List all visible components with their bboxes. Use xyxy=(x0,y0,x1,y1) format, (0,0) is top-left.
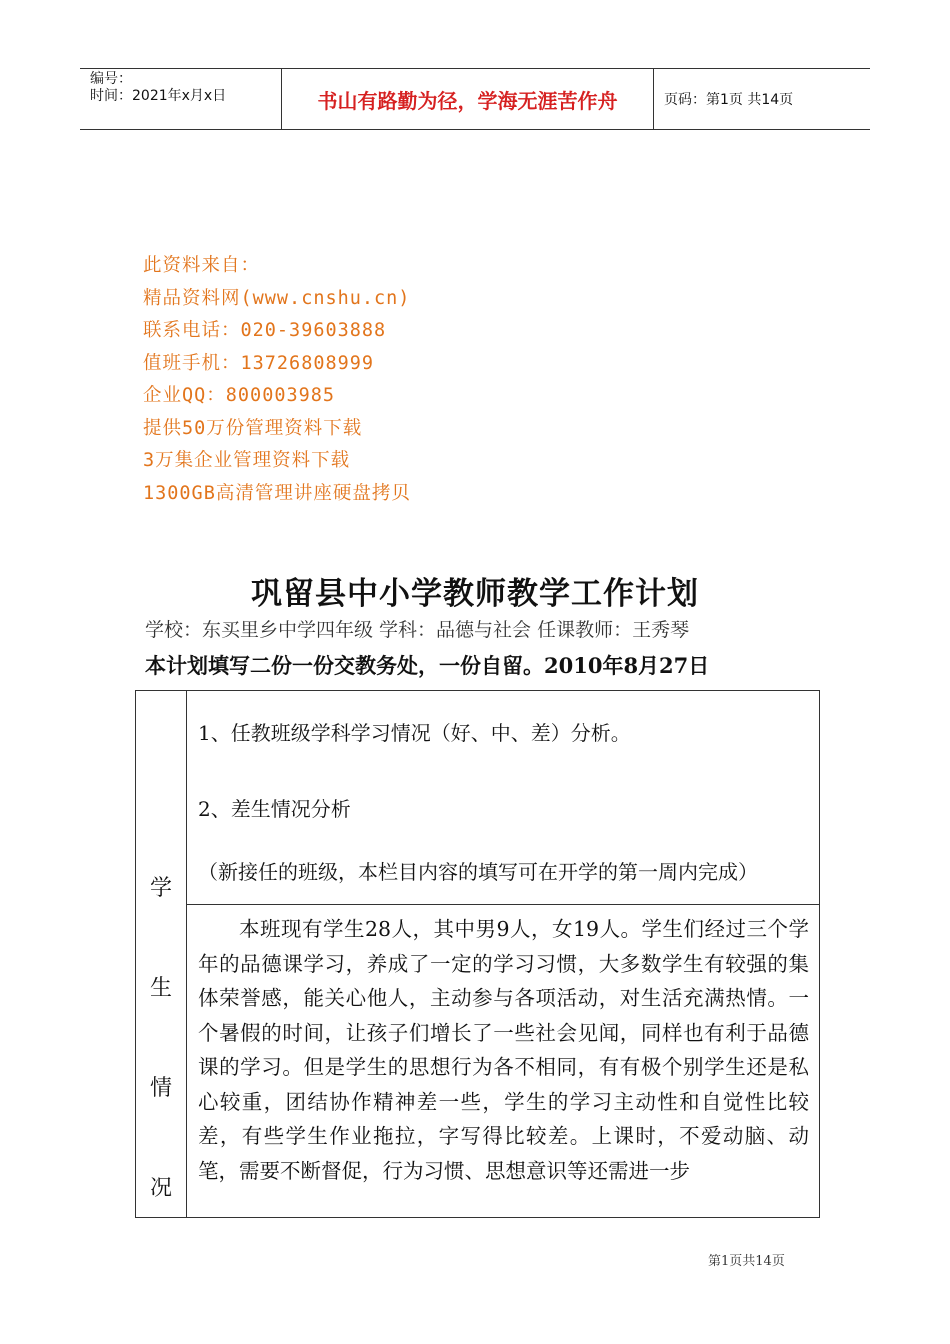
source-info xyxy=(143,250,411,510)
situation-paragraph: 本班现有学生28人，其中男9人，女19人。学生们经过三个学年的品德课学习，养成了一定的学习习惯，大多数学生有较强的集体荣誉感，能关心他人，主动参与各项活动，对生活充满热情。一个暑假的时间，让孩子们增长了一些社会见闻，同样也有利于品德课的学习。但是学生的思想行为各不相同，有有极个别学生还是私心较重，团结协作精神差一些，学生的学习主动性和自觉性比较差，有些学生作业拖拉，字写得比较差。上课时，不爱动脑、动笔，需要不断督促，行为习惯、思想意识等还需进一步 xyxy=(198,917,809,1183)
prompt-line: 2、差生情况分析 xyxy=(198,797,351,821)
plan-table xyxy=(135,690,820,1218)
source-line: 3万集企业管理资料下载 xyxy=(143,450,351,471)
source-line: 提供50万份管理资料下载 xyxy=(143,417,363,439)
source-line: 1300GB高清管理讲座硬盘拷贝 xyxy=(143,482,411,504)
source-line: 联系电话：020-39603888 xyxy=(143,320,387,341)
side-char: 情 xyxy=(149,1076,172,1101)
side-label-column xyxy=(136,691,187,1217)
header-page-info: 页码：第1页 共14页 xyxy=(664,92,794,108)
header-motto: 书山有路勤为径，学海无涯苦作舟 xyxy=(282,69,654,129)
side-char: 况 xyxy=(149,1176,172,1201)
document-title: 巩留县中小学教师教学工作计划 xyxy=(251,576,699,612)
prompt-line: （新接任的班级，本栏目内容的填写可在开学的第一周内完成） xyxy=(198,860,758,884)
page-header xyxy=(80,68,870,130)
analysis-prompts xyxy=(186,691,819,905)
side-char: 生 xyxy=(149,976,172,1001)
student-situation-body xyxy=(186,904,819,1217)
source-line: 此资料来自： xyxy=(143,255,261,276)
document-note: 本计划填写二份一份交教务处，一份自留。2010年8月27日 xyxy=(145,653,710,678)
document-meta: 学校：东买里乡中学四年级 学科：品德与社会 任课教师：王秀琴 xyxy=(145,619,690,641)
prompt-line: 1、任教班级学科学习情况（好、中、差）分析。 xyxy=(198,721,631,745)
header-info xyxy=(80,69,282,129)
source-line: 企业QQ：800003985 xyxy=(143,385,336,406)
source-line: 值班手机：13726808999 xyxy=(143,352,375,374)
source-line: 精品资料网(www.cnshu.cn) xyxy=(143,287,411,309)
page-footer: 第1页共14页 xyxy=(708,1254,785,1269)
side-char: 学 xyxy=(149,876,172,901)
doc-time: 时间：2021年x月x日 xyxy=(90,88,227,104)
doc-number: 编号： xyxy=(90,71,132,87)
